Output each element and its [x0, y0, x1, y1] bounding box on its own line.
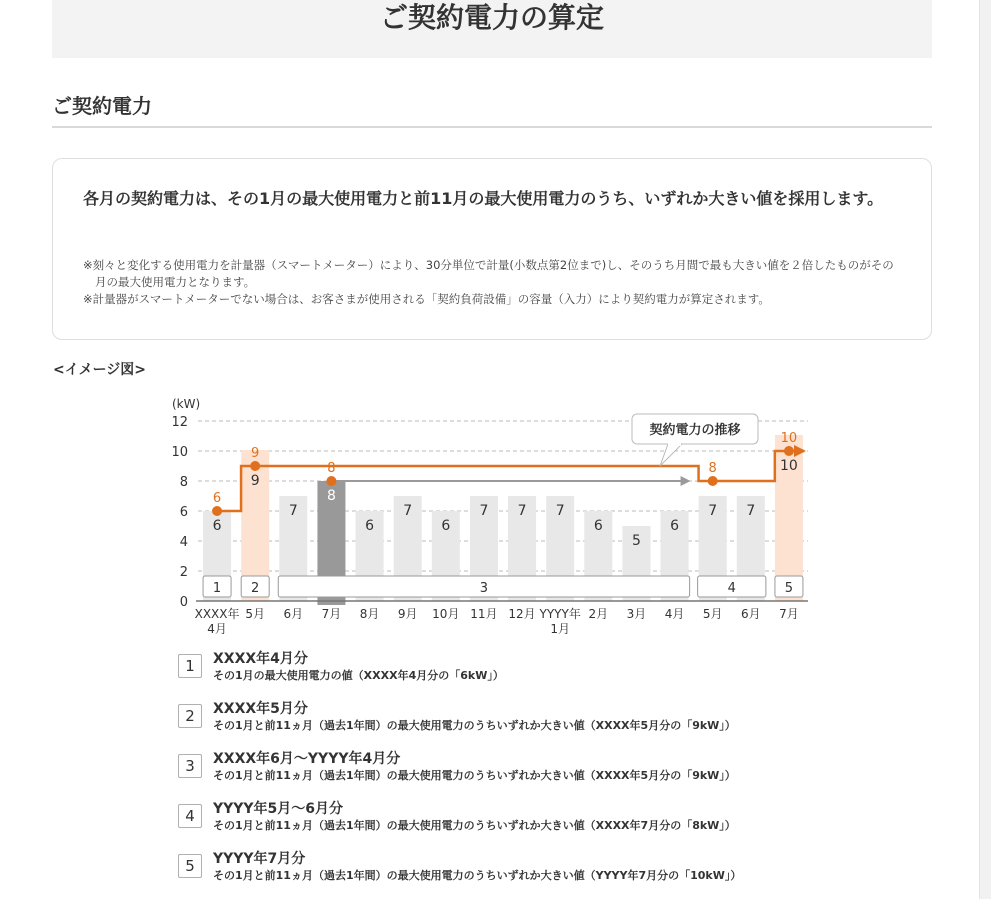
legend-number: 1: [178, 654, 202, 678]
peak-point: [708, 476, 718, 486]
legend-title: YYYY年7月分: [213, 851, 306, 867]
peak-point: [326, 476, 336, 486]
x-tick-label: 4月: [664, 607, 685, 621]
period-box-label: 2: [251, 581, 260, 596]
bar-value-label: 9: [250, 473, 260, 489]
x-tick-label: XXXX年: [194, 607, 240, 621]
legend-desc: その1月と前11ヵ月（過去1年間）の最大使用電力のうちいずれか大きい値（XXXX年5月分の「9kW」）: [213, 719, 736, 732]
period-box-label: 1: [212, 581, 222, 596]
y-tick-label: 6: [179, 505, 188, 520]
bar-value-label: 7: [708, 503, 718, 519]
x-tick-label: 6月: [740, 607, 761, 621]
legend-number: 2: [178, 704, 202, 728]
peak-point: [250, 461, 260, 471]
peak-point-label: 8: [327, 461, 336, 476]
y-axis-unit: (kW): [172, 397, 201, 411]
legend-desc: その1月と前11ヵ月（過去1年間）の最大使用電力のうちいずれか大きい値（XXXX年5月分の「9kW」）: [213, 769, 736, 782]
title-banner: [52, 0, 932, 58]
legend-item: [178, 800, 858, 836]
x-tick-label: 6月: [283, 607, 304, 621]
legend-desc: その1月と前11ヵ月（過去1年間）の最大使用電力のうちいずれか大きい値（XXXX年7月分の「8kW」）: [213, 819, 736, 832]
bar-value-label: 6: [365, 518, 375, 534]
bar-value-label: 6: [441, 518, 451, 534]
legend-desc: その1月と前11ヵ月（過去1年間）の最大使用電力のうちいずれか大きい値（YYYY年7月分の「10kW」）: [213, 869, 742, 882]
note-smart-meter: ※刻々と変化する使用電力を計量器（スマートメーター）により、30分単位で計量(小数点第2位まで)し、そのうち月間で最も大きい値を２倍したものがその月の最大使用電力となります。: [83, 258, 894, 289]
x-tick-label: YYYY年: [539, 607, 581, 621]
x-tick-label: 7月: [779, 607, 799, 621]
x-tick-label: 11月: [470, 607, 498, 621]
y-tick-label: 4: [179, 535, 188, 550]
legend-item: [178, 850, 858, 886]
legend-number: 5: [178, 854, 202, 878]
bar-value-label: 6: [212, 518, 222, 534]
y-tick-label: 8: [179, 475, 188, 490]
peak-point: [212, 506, 222, 516]
x-tick-label: 3月: [626, 607, 647, 621]
bar-value-label: 7: [746, 503, 756, 519]
bar-value-label: 7: [288, 503, 298, 519]
x-tick-label: 5月: [702, 607, 723, 621]
bar-value-label: 8: [326, 488, 336, 504]
period-box-label: 3: [479, 581, 489, 596]
y-tick-label: 10: [171, 445, 188, 460]
legend-number: 4: [178, 804, 202, 828]
page-title: ご契約電力の算定: [379, 1, 604, 34]
callout-text: 契約電力の推移: [649, 423, 741, 438]
peak-point-label: 8: [708, 461, 717, 476]
bar-value-label: 10: [780, 458, 798, 474]
bar-value-label: 5: [631, 533, 641, 549]
vertical-scrollbar[interactable]: [979, 0, 991, 899]
y-tick-label: 2: [179, 565, 188, 580]
x-tick-label: 7月: [321, 607, 342, 621]
info-box: [52, 158, 932, 340]
x-tick-label: 8月: [359, 607, 380, 621]
legend-desc: その1月の最大使用電力の値（XXXX年4月分の「6kW」）: [213, 669, 504, 682]
lead-text: 各月の契約電力は、その1月の最大使用電力と前11月の最大使用電力のうち、いずれか大きい値を採用します。: [83, 189, 884, 208]
y-tick-label: 12: [171, 415, 188, 430]
legend-item: [178, 750, 858, 786]
period-box-label: 4: [727, 581, 736, 596]
peak-point-label: 9: [251, 446, 260, 461]
peak-point: [784, 446, 794, 456]
image-label: <イメージ図>: [53, 362, 147, 378]
x-tick-label: 5月: [245, 607, 266, 621]
section-heading: ご契約電力: [52, 92, 932, 128]
bar-value-label: 7: [517, 503, 527, 519]
x-tick-label: 12月: [508, 607, 536, 621]
x-tick-label: 9月: [397, 607, 418, 621]
scrollbar-thumb[interactable]: [982, 0, 989, 899]
note-non-smart-meter: ※計量器がスマートメーターでない場合は、お客さまが使用される「契約負荷設備」の容量（入力）により契約電力が算定されます。: [83, 292, 770, 306]
chart-svg: [160, 390, 820, 640]
bar-value-label: 7: [479, 503, 489, 519]
notes: [83, 257, 903, 308]
legend-item: [178, 700, 858, 736]
legend-title: XXXX年5月分: [213, 701, 308, 717]
legend-title: YYYY年5月～6月分: [213, 801, 344, 817]
bar-value-label: 7: [555, 503, 565, 519]
legend-title: XXXX年6月～YYYY年4月分: [213, 751, 401, 767]
legend-item: [178, 650, 858, 686]
legend-number: 3: [178, 754, 202, 778]
legend-title: XXXX年4月分: [213, 651, 308, 667]
callout-pointer-mask: [668, 442, 681, 446]
x-tick-label: 10月: [432, 607, 460, 621]
y-tick-label: 0: [179, 595, 188, 610]
period-box-label: 5: [784, 581, 794, 596]
contract-power-chart: [160, 390, 820, 640]
bar-value-label: 7: [403, 503, 413, 519]
peak-point-label: 6: [212, 491, 222, 506]
x-tick-label: 1月: [550, 622, 571, 636]
peak-point-label: 10: [780, 431, 798, 446]
x-tick-label: 4月: [207, 622, 227, 636]
callout-pointer: [660, 444, 682, 466]
bar-value-label: 6: [670, 518, 680, 534]
x-tick-label: 2月: [588, 607, 609, 621]
bar-value-label: 6: [593, 518, 603, 534]
